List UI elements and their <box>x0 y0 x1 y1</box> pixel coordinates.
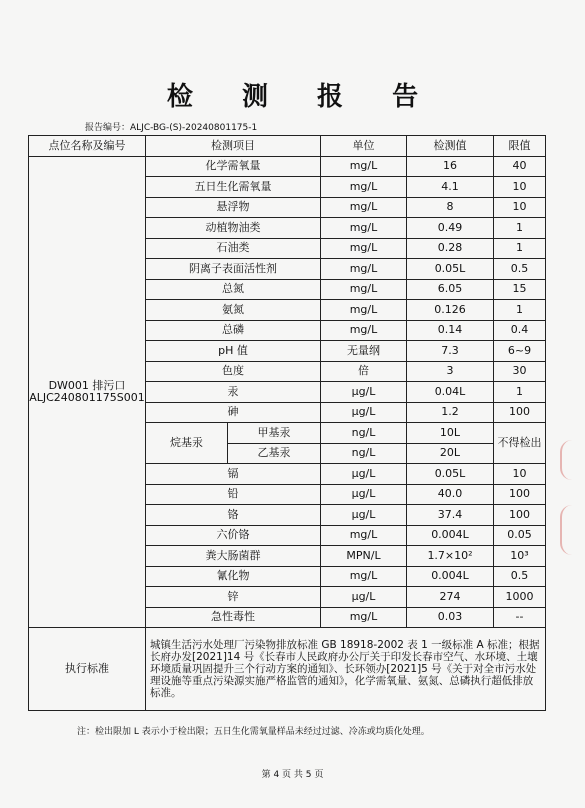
item-cell: 砷 <box>146 402 321 423</box>
unit-cell: mg/L <box>321 177 407 198</box>
limit-cell: 10 <box>494 197 546 218</box>
limit-cell: 100 <box>494 505 546 526</box>
item-cell: 五日生化需氧量 <box>146 177 321 198</box>
limit-cell: 0.4 <box>494 320 546 341</box>
header-value: 检测值 <box>407 136 494 157</box>
value-cell: 274 <box>407 587 494 608</box>
item-cell: 铬 <box>146 505 321 526</box>
unit-cell: mg/L <box>321 197 407 218</box>
table-row <box>29 156 546 177</box>
item-cell: 汞 <box>146 382 321 403</box>
limit-cell: 0.05 <box>494 525 546 546</box>
limit-cell: -- <box>494 607 546 628</box>
limit-cell: 0.5 <box>494 259 546 280</box>
value-cell: 0.49 <box>407 218 494 239</box>
value-cell: 10L <box>407 423 494 444</box>
value-cell: 0.05L <box>407 464 494 485</box>
seal-stamp-fragment <box>560 440 585 480</box>
page-number: 第 4 页 共 5 页 <box>261 770 324 780</box>
limit-cell: 1 <box>494 238 546 259</box>
item-cell: 粪大肠菌群 <box>146 546 321 567</box>
header-unit: 单位 <box>321 136 407 157</box>
limit-cell: 10³ <box>494 546 546 567</box>
item-cell: 六价铬 <box>146 525 321 546</box>
unit-cell: 倍 <box>321 361 407 382</box>
item-cell: 化学需氧量 <box>146 156 321 177</box>
limit-cell: 30 <box>494 361 546 382</box>
limit-cell: 1 <box>494 300 546 321</box>
unit-cell: mg/L <box>321 300 407 321</box>
value-cell: 0.04L <box>407 382 494 403</box>
unit-cell: mg/L <box>321 218 407 239</box>
site-cell <box>29 156 146 628</box>
value-cell: 0.126 <box>407 300 494 321</box>
limit-cell: 0.5 <box>494 566 546 587</box>
item-cell: 色度 <box>146 361 321 382</box>
sub-item-cell: 乙基汞 <box>228 443 321 464</box>
value-cell: 1.2 <box>407 402 494 423</box>
limit-cell: 10 <box>494 177 546 198</box>
unit-cell: MPN/L <box>321 546 407 567</box>
value-cell: 0.28 <box>407 238 494 259</box>
limit-cell: 6~9 <box>494 341 546 362</box>
seal-stamp-fragment <box>560 505 585 555</box>
value-cell: 37.4 <box>407 505 494 526</box>
value-cell: 0.03 <box>407 607 494 628</box>
value-cell: 1.7×10² <box>407 546 494 567</box>
value-cell: 4.1 <box>407 177 494 198</box>
unit-cell: mg/L <box>321 156 407 177</box>
item-cell: 氰化物 <box>146 566 321 587</box>
value-cell: 0.05L <box>407 259 494 280</box>
item-cell: pH 值 <box>146 341 321 362</box>
item-cell: 阴离子表面活性剂 <box>146 259 321 280</box>
value-cell: 16 <box>407 156 494 177</box>
item-cell: 急性毒性 <box>146 607 321 628</box>
unit-cell: mg/L <box>321 279 407 300</box>
standard-label: 执行标准 <box>29 628 146 711</box>
unit-cell: μg/L <box>321 587 407 608</box>
value-cell: 20L <box>407 443 494 464</box>
sub-item-cell: 甲基汞 <box>228 423 321 444</box>
unit-cell: μg/L <box>321 484 407 505</box>
item-cell: 总磷 <box>146 320 321 341</box>
limit-cell: 100 <box>494 402 546 423</box>
limit-cell: 15 <box>494 279 546 300</box>
header-site: 点位名称及编号 <box>29 136 146 157</box>
limit-cell: 100 <box>494 484 546 505</box>
footnote: 注：检出限加 L 表示小于检出限；五日生化需氧量样品未经过过滤、冷冻或均质化处理。 <box>77 727 430 737</box>
unit-cell: mg/L <box>321 525 407 546</box>
limit-cell: 不得检出 <box>494 423 546 464</box>
item-cell: 动植物油类 <box>146 218 321 239</box>
unit-cell: mg/L <box>321 607 407 628</box>
item-cell: 氨氮 <box>146 300 321 321</box>
report-number: 报告编号：ALJC-BG-(S)-20240801175-1 <box>85 123 258 133</box>
limit-cell: 40 <box>494 156 546 177</box>
value-cell: 0.14 <box>407 320 494 341</box>
results-table <box>28 135 546 711</box>
report-title: 检 测 报 告 <box>166 82 439 112</box>
limit-cell: 1 <box>494 218 546 239</box>
unit-cell: μg/L <box>321 505 407 526</box>
item-cell: 总氮 <box>146 279 321 300</box>
unit-cell: μg/L <box>321 382 407 403</box>
unit-cell: μg/L <box>321 464 407 485</box>
unit-cell: mg/L <box>321 259 407 280</box>
unit-cell: mg/L <box>321 320 407 341</box>
header-item: 检测项目 <box>146 136 321 157</box>
unit-cell: mg/L <box>321 238 407 259</box>
item-cell: 镉 <box>146 464 321 485</box>
value-cell: 40.0 <box>407 484 494 505</box>
unit-cell: ng/L <box>321 443 407 464</box>
item-cell: 石油类 <box>146 238 321 259</box>
limit-cell: 1 <box>494 382 546 403</box>
value-cell: 3 <box>407 361 494 382</box>
unit-cell: 无量纲 <box>321 341 407 362</box>
item-cell: 铅 <box>146 484 321 505</box>
value-cell: 8 <box>407 197 494 218</box>
item-cell: 锌 <box>146 587 321 608</box>
value-cell: 0.004L <box>407 566 494 587</box>
standard-text: 城镇生活污水处理厂污染物排放标准 GB 18918-2002 表 1 一级标准 A 标准；根据长府办发[2021]14 号《长春市人民政府办公厅关于印发长春市空气、水环境、土壤环境质量巩固提升三个行动方案的通知》、长环领办[2021]5 号《关于对全市污水处理设施等重点污染源实施严格监管的通知》，化学需氧量、氨氮、总磷执行超低排放标准。 <box>146 628 546 711</box>
unit-cell: μg/L <box>321 402 407 423</box>
standard-row <box>29 628 546 711</box>
site-name: DW001 排污口 <box>48 378 126 392</box>
item-cell: 悬浮物 <box>146 197 321 218</box>
limit-cell: 1000 <box>494 587 546 608</box>
value-cell: 0.004L <box>407 525 494 546</box>
header-limit: 限值 <box>494 136 546 157</box>
site-code: ALJC240801175S001 <box>29 390 145 404</box>
value-cell: 6.05 <box>407 279 494 300</box>
value-cell: 7.3 <box>407 341 494 362</box>
table-header-row <box>29 136 546 157</box>
limit-cell: 10 <box>494 464 546 485</box>
item-group-cell: 烷基汞 <box>146 423 228 464</box>
unit-cell: ng/L <box>321 423 407 444</box>
unit-cell: mg/L <box>321 566 407 587</box>
